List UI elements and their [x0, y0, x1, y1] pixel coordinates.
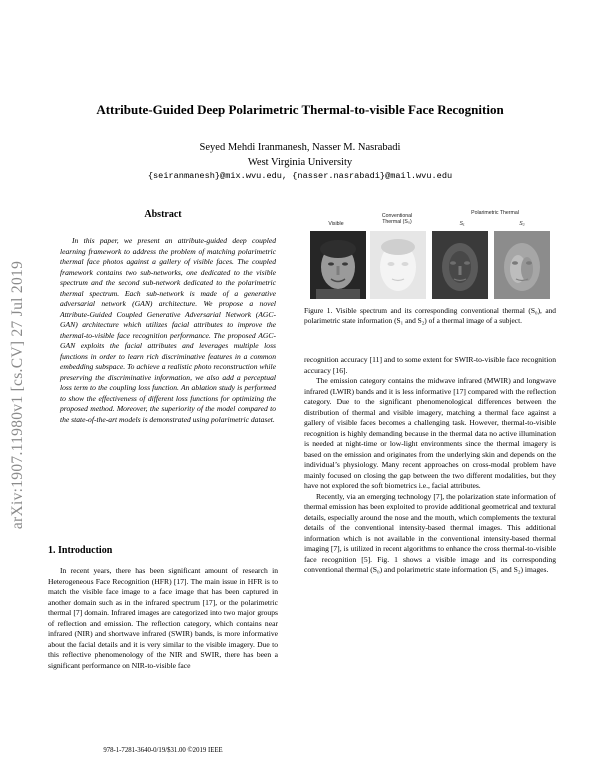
arxiv-id: arXiv:1907.11980v1 [cs.CV] 27 Jul 2019: [9, 260, 26, 530]
paragraph: Recently, via an emerging technology [7], the polarization state information of thermal emission has been exploited to provide additional geometrical and textural details, especially around the nose and the mouth, which complements the textural details of the conventional intensity-based thermal images. This additional information which is not available in the conventional intensity-based thermal imaging [7], is utilized in recent algorithms to enhance the cross thermal-to-visible face recognition [5]. Fig. 1 shows a visible image and its corresponding conventional thermal (S₀) and polarimetric state information (S₁ and S₂) images.: [304, 491, 556, 574]
author-block: [40, 140, 560, 170]
label-polarimetric: Polarimetric Thermal: [471, 210, 519, 216]
visible-face-image: [310, 231, 366, 299]
label-conventional: Conventional Thermal (S₀): [381, 213, 413, 225]
paragraph: The emission category contains the midwave infrared (MWIR) and longwave infrared (LWIR) bands and it is less informative [17] compared with the reflection category. Due to the significant phenomenological differences between the distribution of thermal and visible imagery, matching a thermal face against a gallery of visible faces becomes a challenging task. However, thermal-to-visible recognition is highly demanding because in the thermal data no active illumination is needed at night-time or low-light environments since the thermal imagery is based on the emission and originates from the underlying skin and depends on the individual’s physiology. Many recent approaches on cross-modal problem have mainly focused on closing the gap between the two different modalities, but they have not explored the soft biometrics i.e., facial attributes.: [304, 376, 556, 490]
intro-text: In recent years, there has been significant amount of research in Heterogeneous Face Recognition (HFR) [17]. The main issue in HFR is to match the visible face image to a face image that has been captured in another domain such as in the infrared spectrum [17], or the polarimetric thermal [7] domain. Infrared images are categorized into two major groups of reflection and emission. The reflection category, which contains near infrared (NIR) and shortwave infrared (SWIR) bands, is more informative about the facial details and it is very similar to the visible imagery. Due to this reflective phenomenology of the NIR and SWIR, there has been a significant performance on NIR-to-visible face: [48, 566, 278, 670]
affiliation: West Virginia University: [247, 157, 353, 168]
polarimetric-s1-image: [432, 231, 488, 299]
abstract-body: [60, 236, 276, 425]
figure-1: [304, 209, 554, 301]
intro-heading: 1. Introduction: [48, 545, 113, 556]
thermal-s0-image: [370, 231, 426, 299]
authors: Seyed Mehdi Iranmanesh, Nasser M. Nasrabadi: [199, 142, 401, 153]
arxiv-stamp: [4, 210, 32, 580]
label-visible: Visible: [328, 221, 344, 227]
abstract-heading: Abstract: [144, 209, 182, 220]
paper-title: Attribute-Guided Deep Polarimetric Thermal-to-visible Face Recognition: [96, 102, 504, 117]
polarimetric-s2-image: [494, 231, 550, 299]
figure-caption: Figure 1. Visible spectrum and its corresponding conventional thermal (S₀), and polarimetric state information (S₁ and S₂) of a thermal image of a subject.: [304, 306, 556, 325]
intro-body: [48, 566, 278, 671]
emails: {seiranmanesh}@mix.wvu.edu, {nasser.nasrabadi}@mail.wvu.edu: [147, 171, 453, 181]
label-s1: S₁: [459, 221, 465, 227]
right-column: [304, 355, 556, 576]
label-s2: S₂: [519, 221, 525, 227]
copyright-footer: 978-1-7281-3640-0/19/$31.00 ©2019 IEEE: [103, 747, 223, 754]
abstract-text: In this paper, we present an attribute-guided deep coupled learning framework to address the problem of matching polarimetric thermal face photos against a gallery of visible faces. The coupled framework contains two sub-networks, one dedicated to the visible spectrum and the second sub-network dedicated to the polarimetric thermal spectrum. Each sub-network is made of a generative adversarial network (GAN) architecture. We propose a novel Attribute-Guided Coupled Generative Adversarial Network (AGC-GAN) architecture which utilizes facial attributes to improve the thermal-to-visible face recognition performance. The proposed AGC-GAN exploits the facial attributes and leverages multiple loss functions in order to learn rich discriminative features in a common embedding subspace. To achieve a realistic photo reconstruction while preserving the discriminative information, we also add a perceptual loss term to the coupling loss function. An ablation study is performed to show the effectiveness of different loss functions for optimizing the proposed method. Moreover, the superiority of the model compared to the state-of-the-art models is demonstrated using polarimetric dataset.: [60, 236, 276, 424]
paragraph: recognition accuracy [11] and to some extent for SWIR-to-visible face recognition accuracy [16].: [304, 355, 556, 375]
